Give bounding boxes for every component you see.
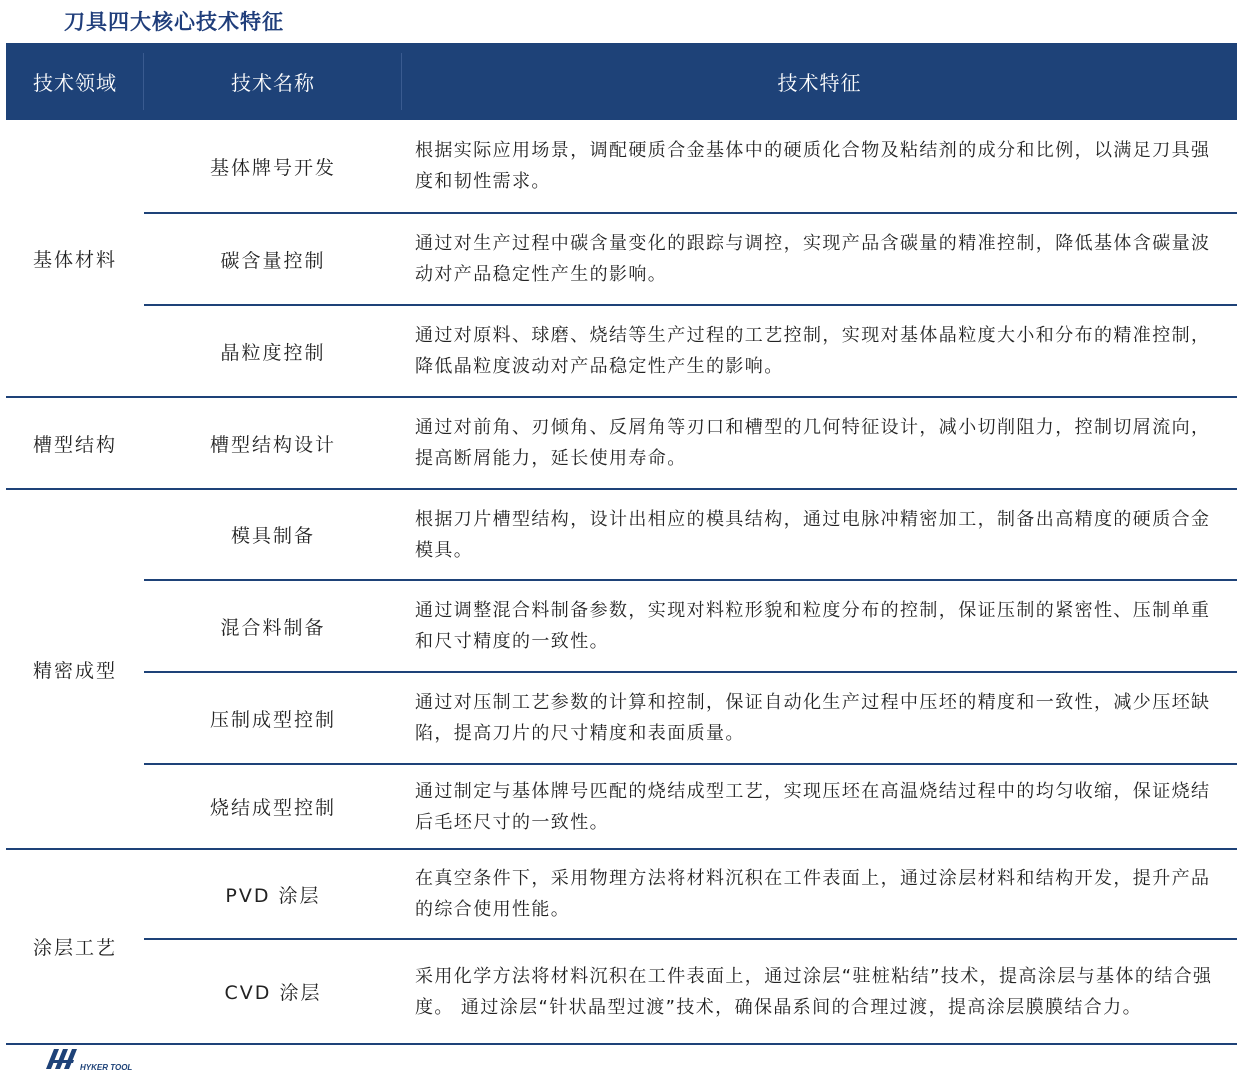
group-precision-forming [6, 488, 1237, 848]
domain-cell: 基体材料 [32, 248, 117, 271]
table-row [144, 938, 1237, 1043]
tech-feature: 通过对压制工艺参数的计算和控制，保证自动化生产过程中压坯的精度和一致性，减少压坯缺陷，提高刀片的尺寸精度和表面质量。 [415, 692, 1211, 744]
domain-cell: 精密成型 [32, 659, 117, 682]
hyker-logo-icon [44, 1043, 164, 1073]
tech-feature: 通过制定与基体牌号匹配的烧结成型工艺，实现压坯在高温烧结过程中的均匀收缩，保证烧结后毛坯尺寸的一致性。 [415, 780, 1211, 833]
tech-name: PVD 涂层 [225, 884, 321, 907]
tech-feature: 采用化学方法将材料沉积在工件表面上，通过涂层“驻桩粘结”技术，提高涂层与基体的结合强度。 通过涂层“针状晶型过渡”技术，确保晶系间的合理过渡，提高涂层膜膜结合力。 [415, 965, 1213, 1018]
tech-feature: 通过对原料、球磨、烧结等生产过程的工艺控制，实现对基体晶粒度大小和分布的精准控制，降低晶粒度波动对产品稳定性产生的影响。 [415, 325, 1211, 377]
tech-feature: 根据刀片槽型结构，设计出相应的模具结构，通过电脉冲精密加工，制备出高精度的硬质合金模具。 [415, 508, 1211, 561]
tech-feature: 通过调整混合料制备参数，实现对料粒形貌和粒度分布的控制，保证压制的紧密性、压制单重和尺寸精度的一致性。 [415, 600, 1211, 652]
domain-cell: 槽型结构 [32, 433, 117, 456]
group-groove-structure [6, 396, 1237, 488]
tech-name: 碳含量控制 [220, 249, 326, 272]
tech-feature: 通过对前角、刃倾角、反屑角等刃口和槽型的几何特征设计，减小切削阻力，控制切屑流向，提高断屑能力，延长使用寿命。 [415, 417, 1211, 469]
table-row [144, 304, 1237, 396]
tech-name: 基体牌号开发 [209, 156, 336, 179]
tech-name: 压制成型控制 [209, 708, 336, 731]
table-row [144, 579, 1237, 671]
table-row [144, 398, 1237, 488]
tech-name: 晶粒度控制 [220, 341, 326, 364]
domain-cell: 涂层工艺 [32, 937, 117, 959]
table-row [144, 490, 1237, 579]
tech-name: CVD 涂层 [224, 982, 322, 1004]
tech-name: 混合料制备 [220, 616, 326, 639]
table-row [144, 671, 1237, 763]
header-feature: 技术特征 [777, 71, 862, 95]
tech-feature: 在真空条件下，采用物理方法将材料沉积在工件表面上，通过涂层材料和结构开发，提升产品的综合使用性能。 [415, 868, 1211, 920]
brand-text: HYKER TOOL [80, 1063, 133, 1072]
tech-name: 模具制备 [230, 525, 315, 547]
page-title: 刀具四大核心技术特征 [64, 10, 284, 34]
tech-name: 槽型结构设计 [209, 433, 336, 456]
table-header [6, 43, 1237, 120]
group-coating-process [6, 848, 1237, 1045]
table-row [144, 120, 1237, 212]
tech-name: 烧结成型控制 [209, 797, 336, 819]
tech-feature: 根据实际应用场景，调配硬质合金基体中的硬质化合物及粘结剂的成分和比例，以满足刀具强度和韧性需求。 [415, 140, 1211, 192]
tech-feature: 通过对生产过程中碳含量变化的跟踪与调控，实现产品含碳量的精准控制，降低基体含碳量波动对产品稳定性产生的影响。 [415, 233, 1211, 285]
table-row [144, 850, 1237, 938]
tech-table [6, 43, 1237, 1045]
table-row [144, 763, 1237, 848]
header-domain: 技术领域 [6, 43, 144, 120]
header-name: 技术名称 [144, 43, 402, 120]
group-base-material [6, 120, 1237, 396]
table-row [144, 212, 1237, 304]
